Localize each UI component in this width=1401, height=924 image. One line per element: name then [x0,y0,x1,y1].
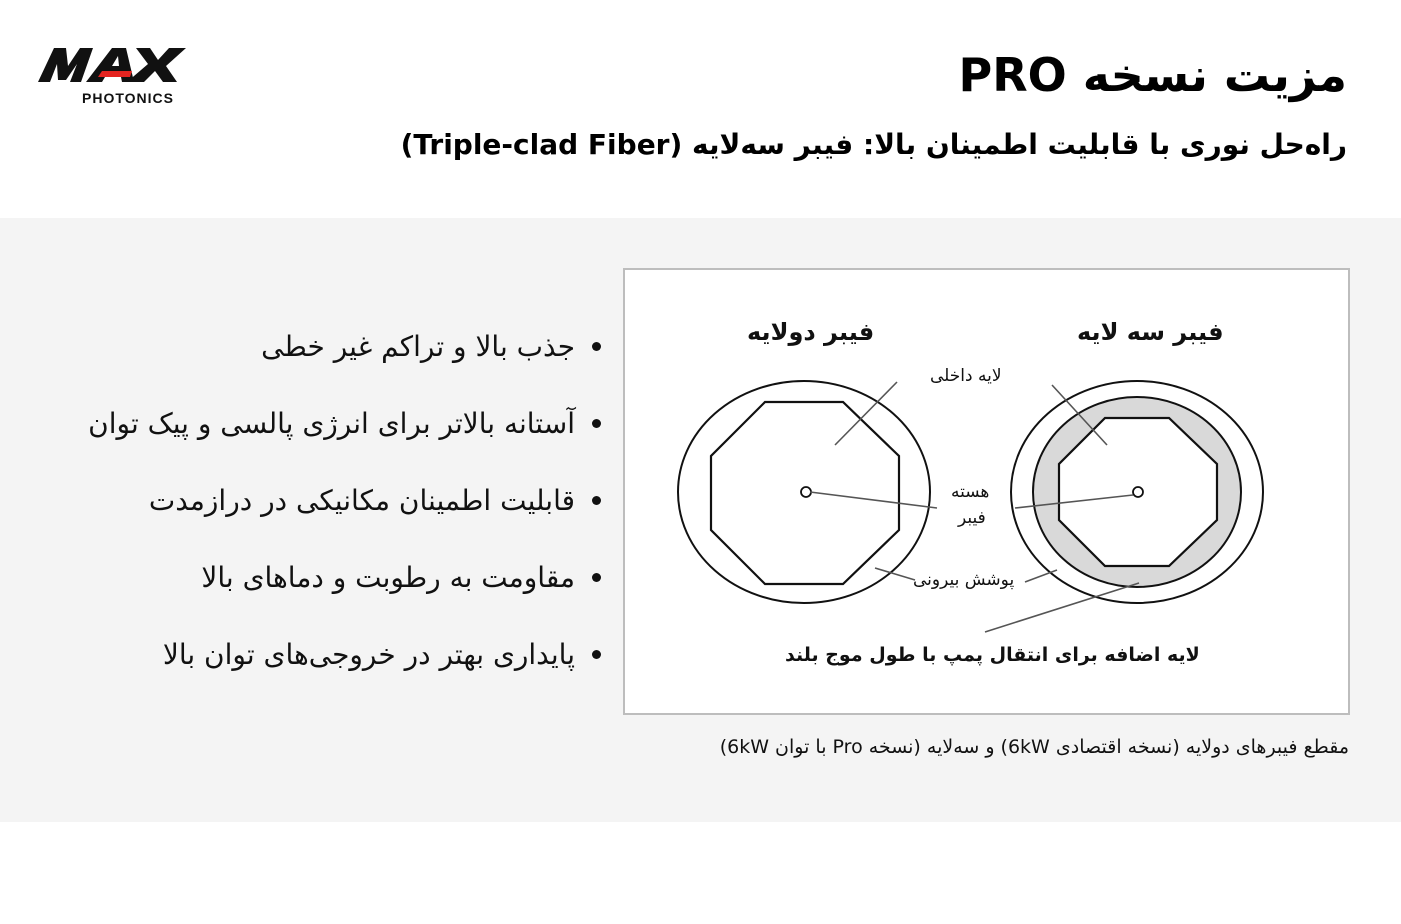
benefit-item [88,539,601,616]
max-logo-mark-icon [36,44,196,88]
benefit-label: آستانه بالاتر برای انرژی پالسی و پیک توان [88,407,575,440]
bullet-icon [592,419,601,428]
extra-layer-label: لایه اضافه برای انتقال پمپ با طول موج بلند [785,644,1200,666]
fiber-cross-section-diagram [623,268,1350,715]
benefit-item [88,385,601,462]
benefit-item [88,616,601,693]
triple-clad-fiber-icon [1011,381,1263,603]
page-subtitle: راه‌حل نوری با قابلیت اطمینان بالا: فیبر سه‌لایه (Triple-clad Fiber) [400,128,1347,161]
triple-clad-title: فیبر سه لایه [1077,318,1224,346]
page-title: مزیت نسخه PRO [958,48,1347,102]
benefit-item [88,462,601,539]
max-photonics-logo [36,44,196,110]
double-clad-title: فیبر دولایه [747,318,875,346]
benefit-label: جذب بالا و تراکم غیر خطی [261,330,575,363]
benefit-label: مقاومت به رطوبت و دماهای بالا [201,561,575,594]
benefit-label: پایداری بهتر در خروجی‌های توان بالا [162,638,575,671]
benefit-label: قابلیت اطمینان مکانیکی در درازمدت [148,484,575,517]
bullet-icon [592,650,601,659]
bullet-icon [592,573,601,582]
outer-coating-label: پوشش بیرونی [913,570,1015,590]
core-label-line2: فیبر [958,508,986,528]
double-clad-fiber-icon [678,381,930,603]
inner-layer-label: لایه داخلی [930,366,1002,386]
core-label-line1: هسته [951,482,990,502]
diagram-caption: مقطع فیبرهای دولایه (نسخه اقتصادی 6kW) و سه‌لایه (نسخه Pro با توان 6kW) [719,736,1349,758]
bullet-icon [592,342,601,351]
benefits-list [88,308,601,693]
benefit-item [88,308,601,385]
bullet-icon [592,496,601,505]
logo-subtext: PHOTONICS [82,90,174,106]
